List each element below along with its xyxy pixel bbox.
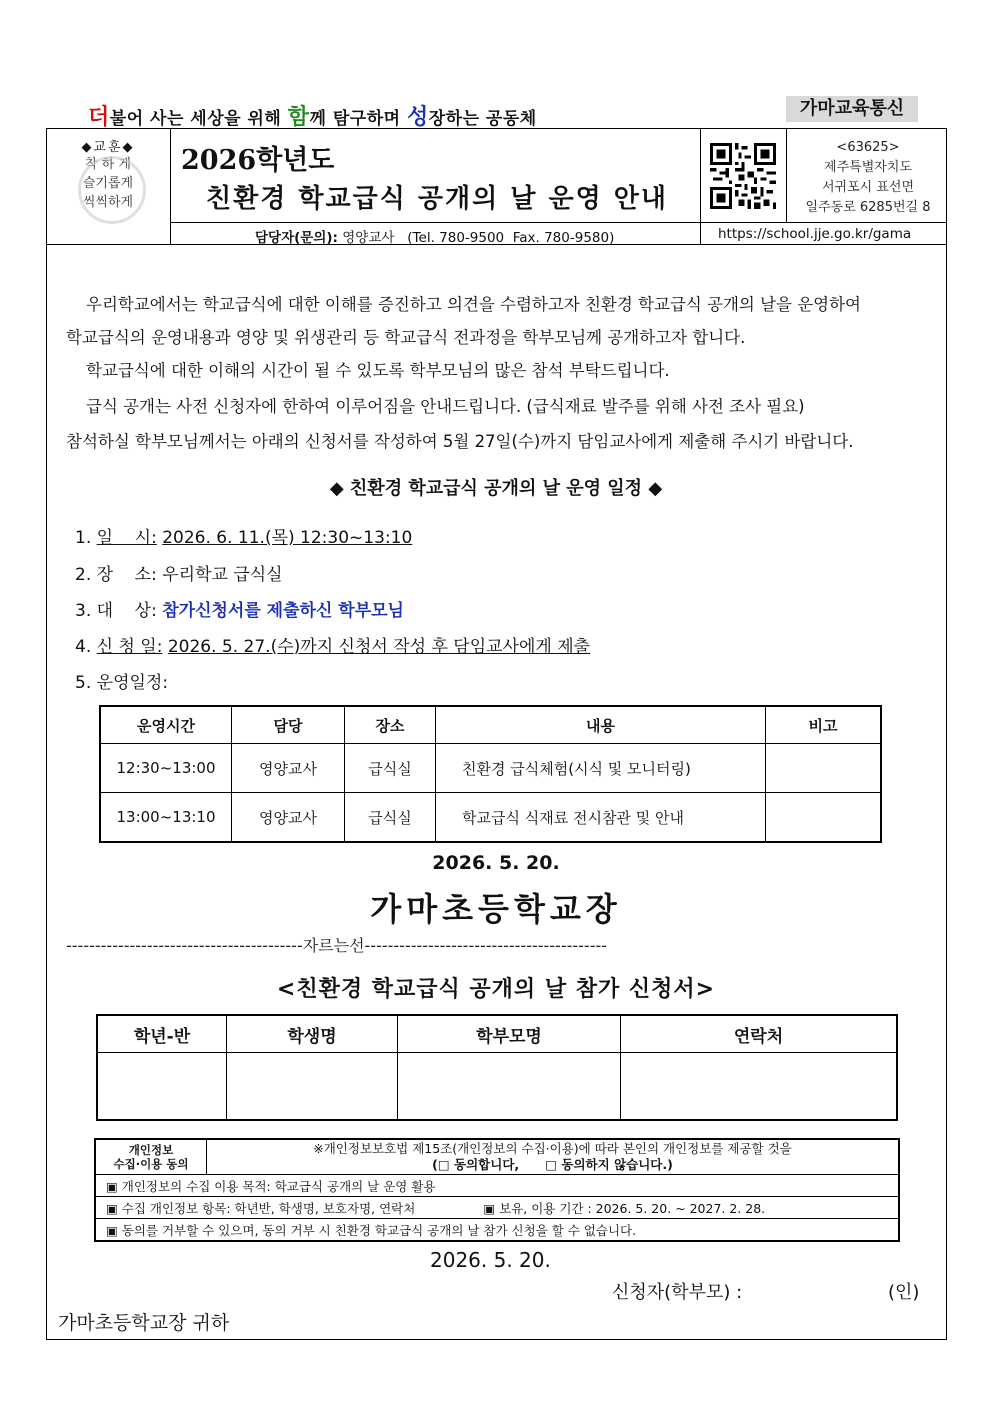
qr-code-icon[interactable]: [710, 143, 776, 209]
motto-part: 장하는 공동체: [428, 109, 537, 129]
privacy-info-row: [95, 1219, 899, 1242]
motto-part: 더: [88, 105, 110, 130]
table-row: [100, 744, 881, 793]
item-label: 신 청 일:: [96, 637, 163, 657]
table-cell: 12:30~13:00: [100, 744, 232, 793]
school-motto-box: [48, 130, 168, 244]
newsletter-name: 가마교육통신: [786, 96, 918, 122]
seal-mark: (인): [888, 1282, 920, 1303]
column-header: 학년-반: [97, 1015, 227, 1053]
item-number: 4.: [75, 637, 92, 657]
item-number: 5.: [75, 673, 92, 693]
paragraph: 학교급식의 운영내용과 영양 및 위생관리 등 학교급식 전과정을 학부모님께 공개하고자 합니다.: [66, 328, 746, 347]
motto-part: 불어 사는 세상을 위해: [109, 109, 288, 129]
item-value: 2026. 6. 11.(목) 12:30~13:10: [162, 528, 413, 548]
item-number: 2.: [75, 565, 92, 585]
school-emblem-icon: [78, 156, 146, 224]
item-label: 장 소:: [96, 565, 157, 585]
consent-checkboxes[interactable]: (□ 동의합니다, □ 동의하지 않습니다.): [432, 1157, 673, 1172]
info-item-application-date: [75, 632, 590, 657]
privacy-items: ▣ 수집 개인정보 항목: 학년반, 학생명, 보호자명, 연락처: [106, 1200, 416, 1216]
item-value: 우리학교 급식실: [162, 565, 283, 585]
privacy-consent-row: [95, 1139, 899, 1175]
postal-code: <63625>: [836, 140, 900, 155]
paragraph: 학교급식에 대한 이해의 시간이 될 수 있도록 학부모님의 많은 참석 부탁드립니다.: [86, 361, 670, 380]
address-box-divider: [786, 128, 787, 222]
paragraph: 참석하실 학부모님께서는 아래의 신청서를 작성하여 5월 27일(수)까지 담임교사에게 제출해 주시기 바랍니다.: [66, 432, 854, 451]
item-label: 운영일정:: [96, 673, 169, 693]
column-header: 학생명: [227, 1015, 398, 1053]
application-date: 2026. 5. 20.: [430, 1248, 551, 1272]
contact-info: [255, 226, 614, 246]
school-motto-line: 씩씩하게: [82, 195, 134, 210]
info-item-schedule: [75, 668, 168, 693]
paragraph: 우리학교에서는 학교급식에 대한 이해를 증진하고 의견을 수렴하고자 친환경 학교급식 공개의 날을 운영하여: [86, 295, 861, 314]
table-cell: 영양교사: [232, 744, 345, 793]
table-cell: [766, 744, 882, 793]
table-row: [97, 1053, 897, 1121]
application-form-table: [96, 1014, 898, 1121]
item-value: 2026. 5. 27.(수)까지 신청서 작성 후 담임교사에게 제출: [167, 637, 591, 657]
school-head-signature: 가마초등학교장: [370, 890, 622, 928]
school-year: 2026학년도: [181, 145, 335, 176]
contact-label: 담당자(문의):: [255, 230, 338, 246]
motto-box-divider: [170, 128, 171, 244]
column-header: 연락처: [621, 1015, 898, 1053]
info-item-datetime: [75, 523, 412, 548]
motto-part: 함: [287, 105, 310, 130]
table-row: [100, 793, 881, 843]
column-header: 장소: [345, 706, 436, 744]
privacy-consent-statement: [207, 1139, 900, 1175]
item-number: 1.: [75, 528, 92, 548]
privacy-retention-period: ▣ 보유, 이용 기간 : 2026. 5. 20. ~ 2027. 2. 28.: [483, 1200, 766, 1216]
privacy-label-line: 개인정보: [128, 1143, 174, 1157]
page-title: 친환경 학교급식 공개의 날 운영 안내: [206, 184, 668, 214]
school-address: [790, 138, 946, 218]
schedule-table: [99, 705, 882, 843]
school-url-link[interactable]: https://school.jje.go.kr/gama: [718, 226, 912, 242]
school-motto-title: ◆교훈◆: [81, 140, 135, 155]
table-cell: 친환경 급식체험(시식 및 모니터링): [436, 744, 766, 793]
school-vision-motto: [88, 100, 537, 131]
school-motto-line: 슬기롭게: [82, 176, 134, 191]
table-header-row: [97, 1015, 897, 1053]
privacy-consent-label: [95, 1139, 207, 1175]
privacy-info-row: [95, 1197, 899, 1219]
table-header-row: [100, 706, 881, 744]
table-cell: [766, 793, 882, 843]
paragraph: 급식 공개는 사전 신청자에 한하여 이루어짐을 안내드립니다. (급식재료 발주를 위해 사전 조사 필요): [86, 397, 805, 416]
parent-name-field[interactable]: [398, 1053, 621, 1121]
qr-box-divider: [700, 128, 701, 244]
title-divider: [170, 222, 700, 223]
issue-date: 2026. 5. 20.: [432, 852, 560, 874]
privacy-consent-table: [94, 1138, 900, 1242]
column-header: 담당: [232, 706, 345, 744]
column-header: 운영시간: [100, 706, 232, 744]
column-header: 학부모명: [398, 1015, 621, 1053]
applicant-label: 신청자(학부모) :: [612, 1282, 743, 1303]
privacy-label-line: 수집·이용 동의: [113, 1157, 189, 1171]
addressee: 가마초등학교장 귀하: [58, 1312, 230, 1334]
item-label: 일 시:: [96, 528, 157, 548]
contact-field[interactable]: [621, 1053, 898, 1121]
info-item-target: [75, 596, 404, 621]
student-name-field[interactable]: [227, 1053, 398, 1121]
table-cell: 급식실: [345, 793, 436, 843]
address-line: 서귀포시 표선면: [821, 180, 915, 195]
item-number: 3.: [75, 601, 92, 621]
column-header: 내용: [436, 706, 766, 744]
privacy-refusal-notice: ▣ 동의를 거부할 수 있으며, 동의 거부 시 친환경 학교급식 공개의 날 참가 신청을 할 수 없습니다.: [95, 1219, 899, 1242]
table-cell: 13:00~13:10: [100, 793, 232, 843]
table-cell: 학교급식 식재료 전시참관 및 안내: [436, 793, 766, 843]
privacy-info-row: [95, 1175, 899, 1197]
privacy-items-and-period: [95, 1197, 899, 1219]
motto-part: 성: [406, 105, 429, 130]
privacy-purpose: ▣ 개인정보의 수집 이용 목적: 학교급식 공개의 날 운영 활용: [95, 1175, 899, 1197]
school-motto-line: 착 하 게: [85, 157, 131, 172]
contact-value: 영양교사 (Tel. 780-9500 Fax. 780-9580): [342, 230, 615, 246]
address-line: 일주동로 6285번길 8: [805, 200, 931, 215]
table-cell: 급식실: [345, 744, 436, 793]
application-title: <친환경 학교급식 공개의 날 참가 신청서>: [276, 977, 716, 1002]
grade-class-field[interactable]: [97, 1053, 227, 1121]
column-header: 비고: [766, 706, 882, 744]
address-line: 제주특별자치도: [824, 160, 912, 175]
item-value: 참가신청서를 제출하신 학부모님: [162, 601, 404, 621]
item-label: 대 상:: [96, 601, 157, 621]
info-item-place: [75, 560, 283, 585]
table-cell: 영양교사: [232, 793, 345, 843]
cut-line: -----------------------------------------자르는선------------------------------------------: [66, 936, 608, 955]
privacy-statement-text: ※개인정보보호법 제15조(개인정보의 수집·이용)에 따라 본인의 개인정보를 제공할 것을: [313, 1141, 792, 1156]
url-divider: [700, 222, 947, 223]
schedule-heading: ◆ 친환경 학교급식 공개의 날 운영 일정 ◆: [329, 478, 663, 499]
motto-part: 께 탐구하며: [309, 109, 407, 129]
